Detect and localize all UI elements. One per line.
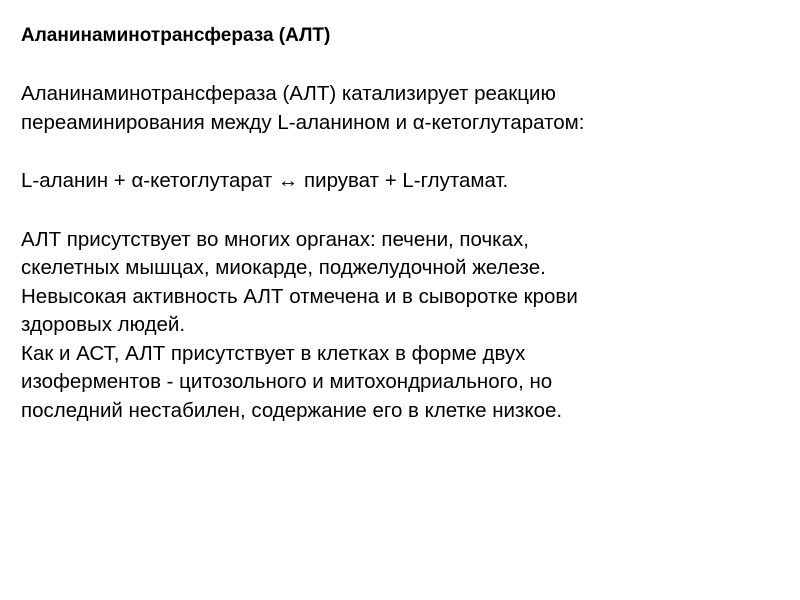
text-line: скелетных мышцах, миокарде, поджелудочной железе. <box>21 256 546 279</box>
intro-paragraph <box>21 80 781 137</box>
body-paragraph <box>21 226 781 426</box>
spacer <box>21 196 781 226</box>
text-line: Невысокая активность АЛТ отмечена и в сыворотке крови <box>21 284 578 308</box>
reaction-equation: L-аланин + α-кетоглутарат ↔ пируват + L-глутамат. <box>21 169 509 192</box>
text-line: изоферментов - цитозольного и митохондриального, но <box>21 370 553 393</box>
text-line: АЛТ присутствует во многих органах: печени, почках, <box>21 227 529 251</box>
slide-title: Аланинаминотрансфераза (АЛТ) <box>21 25 331 46</box>
text-line: Как и АСТ, АЛТ присутствует в клетках в форме двух <box>21 341 526 365</box>
text-line: здоровых людей. <box>21 313 186 336</box>
text-line: Аланинаминотрансфераза (АЛТ) катализирует реакцию <box>21 82 556 105</box>
text-line: последний нестабилен, содержание его в клетке низкое. <box>21 398 563 422</box>
spacer <box>21 137 781 167</box>
text-line: переаминирования между L-аланином и α-кетоглутаратом: <box>21 110 585 134</box>
slide-content <box>21 22 781 425</box>
